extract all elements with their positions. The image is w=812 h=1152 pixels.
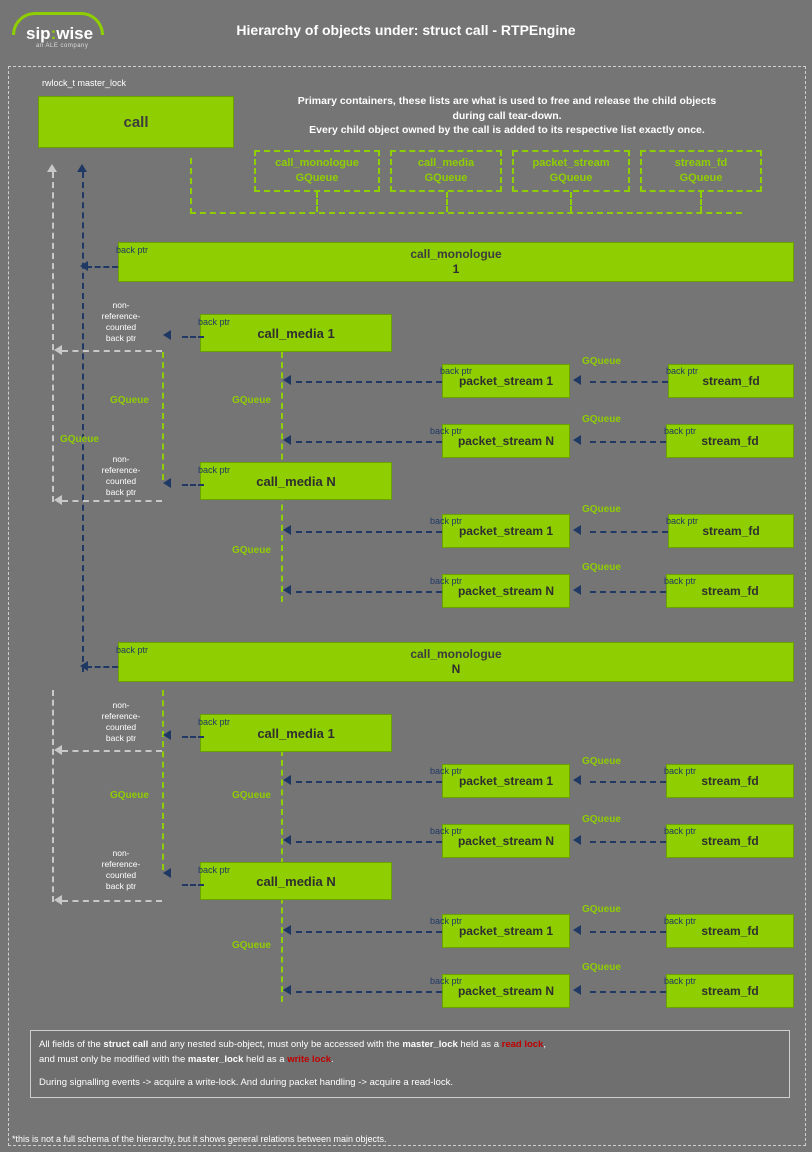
note-l1-b: struct call <box>103 1039 149 1050</box>
primary-note-line1: Primary containers, these lists are what is used to free and release the child objects <box>297 95 717 107</box>
logo-brand-wise: wise <box>56 24 94 43</box>
label-gqueue-e: GQueue <box>110 790 149 801</box>
note-l2-a: and must only be modified with the <box>39 1054 188 1065</box>
bus-drop-media <box>446 192 448 212</box>
container-packet-stream <box>512 150 630 192</box>
label-nonref-media1b <box>98 700 144 744</box>
note-paragraph-2: During signalling events -> acquire a write-lock. And during packet handling -> acquire a read-lock. <box>39 1077 454 1088</box>
label-back-ptr-mono1: back ptr <box>116 245 149 255</box>
node-packet-stream-1b-name: packet_stream <box>458 524 544 538</box>
spine-left-outer <box>52 172 54 502</box>
nonref4-b: back ptr <box>105 487 137 497</box>
label-nonref-mediaNb <box>98 848 144 892</box>
node-packet-stream-1d-index: 1 <box>546 924 554 938</box>
page-header <box>0 0 812 62</box>
footnote: *this is not a full schema of the hierarchy, but it shows general relations between main objects. <box>12 1134 387 1144</box>
page-title: Hierarchy of objects under: struct call - RTPEngine <box>236 22 576 38</box>
conn-nonref-media1b <box>62 750 162 752</box>
node-call-monologue-1-index: 1 <box>452 262 460 276</box>
label-back-ptr-sfdNd: back ptr <box>664 976 697 986</box>
conn-psNb <box>296 591 442 593</box>
arrow-left-sfd1a-icon <box>573 375 581 385</box>
logo-tagline: an ALE company <box>36 43 89 49</box>
arrow-left-sfdNc-icon <box>573 835 581 845</box>
container-call-media-name: call_media <box>417 157 475 169</box>
bus-line-h <box>190 212 742 214</box>
nonref4-a: back ptr <box>105 333 137 343</box>
conn-monoN <box>86 666 118 668</box>
note-l2-e: . <box>331 1054 334 1065</box>
arrow-left-nonref-mediaNb-icon <box>54 895 62 905</box>
node-stream-fd-Nc-name: stream_fd <box>701 834 759 848</box>
container-stream-fd <box>640 150 762 192</box>
conn-psNa <box>296 441 442 443</box>
container-packet-stream-name: packet_stream <box>532 157 610 169</box>
label-back-ptr-sfd1d: back ptr <box>664 916 697 926</box>
nonref2-b: reference- <box>101 465 141 475</box>
container-stream-fd-type: GQueue <box>679 172 723 184</box>
node-packet-stream-1b-index: 1 <box>546 524 554 538</box>
node-call-media-1a-index: 1 <box>327 325 335 341</box>
note-paragraph-1 <box>39 1037 781 1067</box>
node-call-media-Nb-name: call_media <box>256 873 323 889</box>
label-gqueue-sfd-Na: GQueue <box>582 414 621 425</box>
note-l1-e: held as a <box>457 1039 502 1050</box>
conn-nonref-mediaNa <box>62 500 162 502</box>
container-stream-fd-name: stream_fd <box>674 157 728 169</box>
nonref1-d: non- <box>112 848 130 858</box>
nonref1-b: non- <box>112 454 130 464</box>
arrow-left-sfd1d-icon <box>573 925 581 935</box>
note-l2-c: held as a <box>243 1054 288 1065</box>
arrow-left-sfdNd-icon <box>573 985 581 995</box>
conn-sfdNb <box>590 591 666 593</box>
spine-gqueue-media-2 <box>162 690 164 870</box>
node-call-media-Na-index: N <box>326 473 336 489</box>
logo-brand-colon: : <box>50 24 57 43</box>
node-packet-stream-Nd-name: packet_stream <box>457 984 543 998</box>
arrow-left-sfdNb-icon <box>573 585 581 595</box>
label-nonref-media1a <box>98 300 144 344</box>
conn-sfdNd <box>590 991 666 993</box>
arrow-left-psNd-icon <box>283 985 291 995</box>
note-l1-c: and any nested sub-object, must only be accessed with the <box>148 1039 403 1050</box>
label-back-ptr-monoN: back ptr <box>116 645 149 655</box>
label-back-ptr-sfd1b: back ptr <box>666 516 699 526</box>
container-call-media <box>390 150 502 192</box>
primary-note-line3: Every child object owned by the call is added to its respective list exactly once. <box>309 124 705 136</box>
node-call-monologue-N <box>118 642 794 682</box>
node-packet-stream-1d-name: packet_stream <box>458 924 544 938</box>
node-call-media-1b-name: call_media <box>257 725 324 741</box>
node-call-monologue-1-name: call_monologue <box>410 247 502 261</box>
nonref1-a: non- <box>112 300 130 310</box>
label-back-ptr-psNa: back ptr <box>430 426 463 436</box>
spine-gqueue-media <box>162 352 164 480</box>
conn-mediaNa <box>182 484 204 486</box>
label-gqueue-sfd-Nd: GQueue <box>582 962 621 973</box>
arrow-up-left-inner-icon <box>77 164 87 172</box>
arrow-left-sfd1c-icon <box>573 775 581 785</box>
node-stream-fd-Nb-name: stream_fd <box>701 584 759 598</box>
node-stream-fd-1b-name: stream_fd <box>702 524 760 538</box>
label-gqueue-d: GQueue <box>232 545 271 556</box>
nonref4-c: back ptr <box>105 733 137 743</box>
node-packet-stream-Nc-index: N <box>545 834 555 848</box>
container-call-media-type: GQueue <box>424 172 468 184</box>
container-packet-stream-type: GQueue <box>549 172 593 184</box>
conn-psNc <box>296 841 442 843</box>
label-gqueue-sfd-1c: GQueue <box>582 756 621 767</box>
node-call-monologue-N-index: N <box>451 662 461 676</box>
node-call-monologue-N-name: call_monologue <box>410 647 502 661</box>
conn-nonref-media1a <box>62 350 162 352</box>
arrow-left-sfd1b-icon <box>573 525 581 535</box>
arrow-left-media1a-icon <box>163 330 171 340</box>
label-gqueue-b: GQueue <box>60 434 99 445</box>
node-packet-stream-Nb-index: N <box>545 584 555 598</box>
label-back-ptr-ps1d: back ptr <box>430 916 463 926</box>
node-stream-fd-Na-name: stream_fd <box>701 434 759 448</box>
note-l2-d: write lock <box>287 1054 332 1065</box>
label-back-ptr-mediaNb: back ptr <box>198 865 231 875</box>
label-back-ptr-sfdNb: back ptr <box>664 576 697 586</box>
nonref2-a: reference- <box>101 311 141 321</box>
conn-ps1b <box>296 531 442 533</box>
conn-mono1 <box>86 266 118 268</box>
node-packet-stream-Na-name: packet_stream <box>457 434 543 448</box>
arrow-left-ps1d-icon <box>283 925 291 935</box>
label-back-ptr-ps1b: back ptr <box>430 516 463 526</box>
label-back-ptr-ps1a: back ptr <box>440 366 473 376</box>
label-gqueue-g: GQueue <box>232 940 271 951</box>
label-gqueue-c: GQueue <box>232 395 271 406</box>
label-back-ptr-sfdNa: back ptr <box>664 426 697 436</box>
arrow-left-media1b-icon <box>163 730 171 740</box>
arrow-left-psNa-icon <box>283 435 291 445</box>
conn-sfd1a <box>590 381 668 383</box>
label-back-ptr-psNd: back ptr <box>430 976 463 986</box>
nonref3-c: counted <box>105 722 137 732</box>
node-packet-stream-Nc-name: packet_stream <box>457 834 543 848</box>
node-packet-stream-1a-index: 1 <box>546 374 554 388</box>
label-back-ptr-media1a: back ptr <box>198 317 231 327</box>
arrow-left-nonref-media1b-icon <box>54 745 62 755</box>
label-gqueue-a: GQueue <box>110 395 149 406</box>
container-call-monologue-type: GQueue <box>295 172 339 184</box>
nonref3-a: counted <box>105 322 137 332</box>
node-packet-stream-Nd-index: N <box>545 984 555 998</box>
node-packet-stream-1a-name: packet_stream <box>458 374 544 388</box>
bus-drop-packetstream <box>570 192 572 212</box>
primary-containers-note2 <box>262 123 752 138</box>
node-stream-fd-1c-name: stream_fd <box>701 774 759 788</box>
node-call-label: call <box>123 113 149 131</box>
conn-ps1d <box>296 931 442 933</box>
conn-sfdNa <box>590 441 666 443</box>
master-lock-label: rwlock_t master_lock <box>42 78 127 88</box>
bus-drop-streamfd <box>700 192 702 212</box>
note-l1-f: read lock <box>501 1039 544 1050</box>
conn-mediaNb <box>182 884 204 886</box>
arrow-left-mono1-icon <box>80 261 88 271</box>
arrow-up-left-outer-icon <box>47 164 57 172</box>
label-back-ptr-ps1c: back ptr <box>430 766 463 776</box>
conn-media1b <box>182 736 204 738</box>
arrow-left-monoN-icon <box>80 661 88 671</box>
lock-usage-note <box>30 1030 790 1098</box>
node-packet-stream-Nb-name: packet_stream <box>457 584 543 598</box>
label-gqueue-sfd-1d: GQueue <box>582 904 621 915</box>
logo-brand-sip: sip <box>26 24 51 43</box>
conn-psNd <box>296 991 442 993</box>
spine-left-inner <box>82 172 84 672</box>
node-call-media-1b-index: 1 <box>327 725 335 741</box>
conn-nonref-mediaNb <box>62 900 162 902</box>
arrow-left-psNc-icon <box>283 835 291 845</box>
label-gqueue-sfd-1a: GQueue <box>582 356 621 367</box>
node-stream-fd-1d-name: stream_fd <box>701 924 759 938</box>
container-call-monologue <box>254 150 380 192</box>
primary-note-line2: during call tear-down. <box>452 110 562 122</box>
nonref3-b: counted <box>105 476 137 486</box>
conn-ps1c <box>296 781 442 783</box>
label-back-ptr-psNb: back ptr <box>430 576 463 586</box>
nonref3-d: counted <box>105 870 137 880</box>
conn-media1a <box>182 336 204 338</box>
arrow-left-sfdNa-icon <box>573 435 581 445</box>
node-stream-fd-1a-name: stream_fd <box>702 374 760 388</box>
conn-sfd1b <box>590 531 668 533</box>
node-call-media-1a-name: call_media <box>257 325 324 341</box>
node-call <box>38 96 234 148</box>
label-back-ptr-sfd1c: back ptr <box>664 766 697 776</box>
label-gqueue-sfd-1b: GQueue <box>582 504 621 515</box>
node-packet-stream-1c-name: packet_stream <box>458 774 544 788</box>
node-stream-fd-Nd-name: stream_fd <box>701 984 759 998</box>
arrow-left-ps1b-icon <box>283 525 291 535</box>
nonref1-c: non- <box>112 700 130 710</box>
note-l1-g: , <box>543 1039 546 1050</box>
bus-line-v-left <box>190 158 192 214</box>
conn-sfd1c <box>590 781 666 783</box>
arrow-left-mediaNa-icon <box>163 478 171 488</box>
node-call-media-Nb-index: N <box>326 873 336 889</box>
arrow-left-psNb-icon <box>283 585 291 595</box>
spine-left-outer-2 <box>52 690 54 902</box>
primary-containers-note <box>262 94 752 124</box>
container-call-monologue-name: call_monologue <box>275 157 359 169</box>
label-back-ptr-sfdNc: back ptr <box>664 826 697 836</box>
arrow-left-ps1a-icon <box>283 375 291 385</box>
node-call-media-Na-name: call_media <box>256 473 323 489</box>
conn-sfdNc <box>590 841 666 843</box>
label-back-ptr-psNc: back ptr <box>430 826 463 836</box>
arrow-left-ps1c-icon <box>283 775 291 785</box>
label-nonref-mediaNa <box>98 454 144 498</box>
node-call-monologue-1 <box>118 242 794 282</box>
nonref4-d: back ptr <box>105 881 137 891</box>
label-back-ptr-media1b: back ptr <box>198 717 231 727</box>
conn-sfd1d <box>590 931 666 933</box>
label-gqueue-sfd-Nb: GQueue <box>582 562 621 573</box>
note-l1-d: master_lock <box>402 1039 458 1050</box>
label-gqueue-sfd-Nc: GQueue <box>582 814 621 825</box>
label-back-ptr-mediaNa: back ptr <box>198 465 231 475</box>
arrow-left-nonref-media1a-icon <box>54 345 62 355</box>
node-packet-stream-1c-index: 1 <box>546 774 554 788</box>
node-packet-stream-Na-index: N <box>545 434 555 448</box>
conn-ps1a <box>296 381 442 383</box>
label-back-ptr-sfd1a: back ptr <box>666 366 699 376</box>
nonref2-d: reference- <box>101 859 141 869</box>
label-gqueue-f: GQueue <box>232 790 271 801</box>
note-l2-b: master_lock <box>187 1054 244 1065</box>
nonref2-c: reference- <box>101 711 141 721</box>
bus-drop-monologue <box>316 192 318 212</box>
arrow-left-mediaNb-icon <box>163 868 171 878</box>
arrow-left-nonref-mediaNa-icon <box>54 495 62 505</box>
note-l1-a: All fields of the <box>39 1039 104 1050</box>
